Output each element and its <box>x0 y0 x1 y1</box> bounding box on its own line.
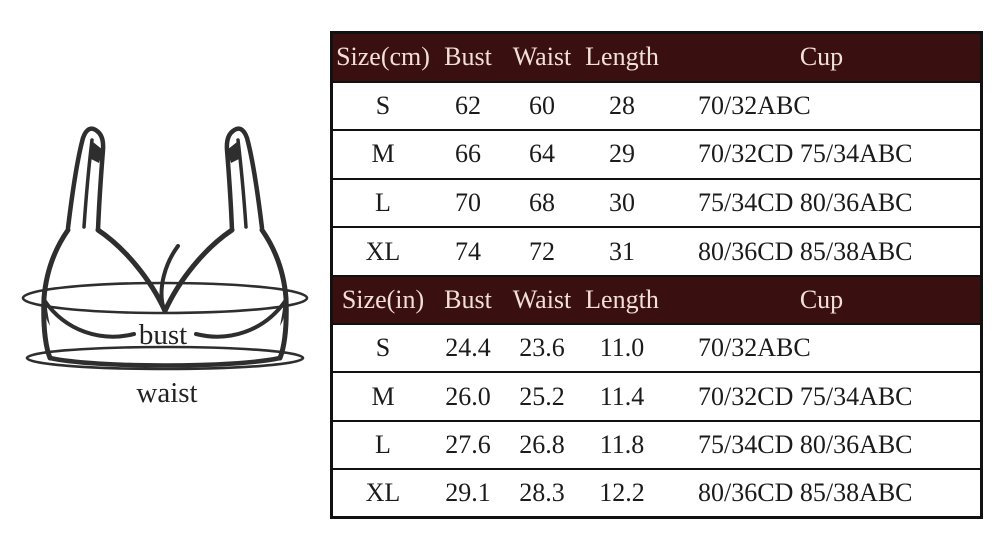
waist-label: waist <box>136 377 198 409</box>
table-cell: 11.4 <box>599 381 645 411</box>
table-cell: 11.0 <box>599 333 645 363</box>
table-row <box>333 371 980 419</box>
table-cell: 70/32CD 75/34ABC <box>698 139 913 169</box>
table-cell: M <box>371 381 395 411</box>
table-cell: S <box>375 333 391 363</box>
table-cell: 66 <box>455 139 481 169</box>
table-cell: 75/34CD 80/36ABC <box>698 429 913 459</box>
table-cell: 70/32ABC <box>698 333 811 363</box>
table-cell: 12.2 <box>599 477 645 507</box>
table-cell: 29 <box>609 139 635 169</box>
table-cell: 28.3 <box>519 477 565 507</box>
table-cell: L <box>375 188 391 218</box>
table-row <box>333 468 980 516</box>
table-cell: XL <box>365 236 401 266</box>
table-cell: 30 <box>609 188 635 218</box>
header-cell: Size(in) <box>341 285 425 315</box>
table-cell: 23.6 <box>519 333 565 363</box>
size-table-cm <box>333 34 980 275</box>
table-cell: 64 <box>529 139 555 169</box>
table-row <box>333 178 980 227</box>
table-cell: L <box>375 429 391 459</box>
table-cell: 27.6 <box>445 429 491 459</box>
size-table <box>330 31 983 519</box>
table-cell: 11.8 <box>599 429 645 459</box>
table-row <box>333 81 980 130</box>
header-cell: Waist <box>512 285 572 315</box>
left-strap-icon <box>68 129 103 230</box>
table-cell: 28 <box>609 90 635 120</box>
bust-label: bust <box>138 319 188 351</box>
header-cell: Cup <box>799 285 844 315</box>
table-cell: 68 <box>529 188 555 218</box>
table-cell: 25.2 <box>519 381 565 411</box>
table-header-row <box>333 34 980 81</box>
right-strap-icon <box>227 129 262 230</box>
table-cell: XL <box>365 477 401 507</box>
table-cell: M <box>371 139 395 169</box>
table-cell: 60 <box>529 90 555 120</box>
table-row <box>333 226 980 275</box>
table-cell: S <box>375 90 391 120</box>
table-header-row <box>333 275 980 323</box>
table-cell: 70/32ABC <box>698 90 811 120</box>
table-cell: 80/36CD 85/38ABC <box>698 477 913 507</box>
table-cell: 70/32CD 75/34ABC <box>698 381 913 411</box>
table-cell: 29.1 <box>445 477 491 507</box>
table-cell: 70 <box>455 188 481 218</box>
table-row <box>333 323 980 371</box>
size-table-in <box>333 275 980 516</box>
header-cell: Waist <box>512 42 572 72</box>
header-cell: Length <box>585 42 659 72</box>
header-cell: Bust <box>444 42 492 72</box>
header-cell: Bust <box>444 285 492 315</box>
table-cell: 62 <box>455 90 481 120</box>
table-row <box>333 420 980 468</box>
header-cell: Length <box>585 285 659 315</box>
table-row <box>333 129 980 178</box>
table-cell: 26.8 <box>519 429 565 459</box>
cup-necklines <box>98 230 232 311</box>
bra-measurement-diagram <box>0 0 330 533</box>
table-cell: 31 <box>609 236 635 266</box>
table-cell: 26.0 <box>445 381 491 411</box>
header-cell: Size(cm) <box>336 42 430 72</box>
table-cell: 80/36CD 85/38ABC <box>698 236 913 266</box>
table-cell: 24.4 <box>445 333 491 363</box>
table-cell: 75/34CD 80/36ABC <box>698 188 913 218</box>
table-cell: 74 <box>455 236 481 266</box>
table-cell: 72 <box>529 236 555 266</box>
header-cell: Cup <box>799 42 844 72</box>
